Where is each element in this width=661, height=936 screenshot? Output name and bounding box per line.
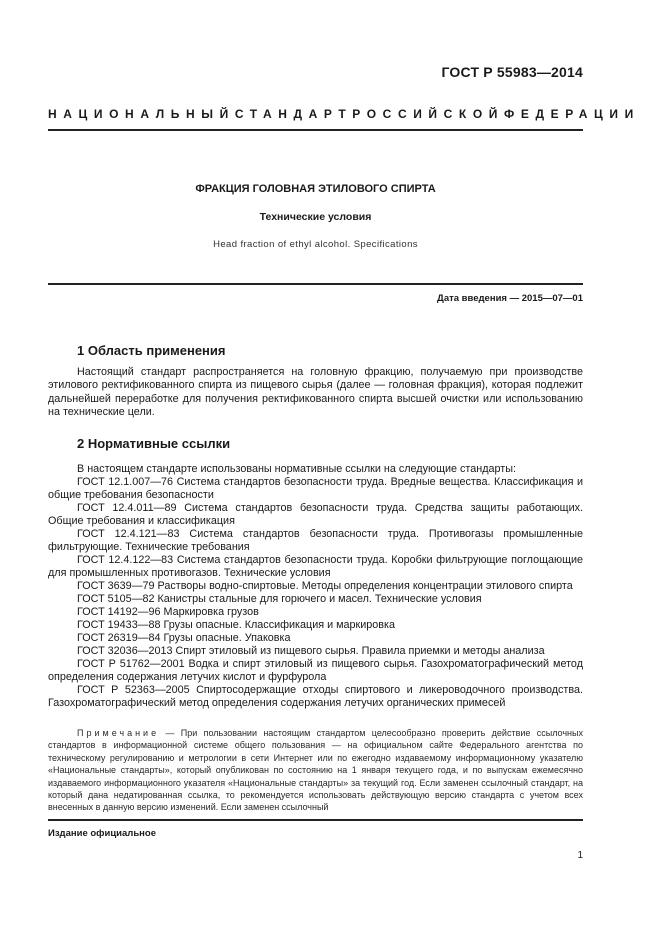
reference-item: ГОСТ 32036—2013 Спирт этиловый из пищевого сырья. Правила приемки и методы анализа bbox=[77, 645, 545, 657]
document-title: ФРАКЦИЯ ГОЛОВНАЯ ЭТИЛОВОГО СПИРТА bbox=[195, 183, 436, 195]
reference-item: ГОСТ 19433—88 Грузы опасные. Классификация и маркировка bbox=[77, 619, 396, 631]
references-intro: В настоящем стандарте использованы нормативные ссылки на следующие стандарты: bbox=[77, 463, 516, 475]
reference-item: ГОСТ 5105—82 Канистры стальные для горючего и масел. Технические условия bbox=[77, 593, 482, 605]
page-number: 1 bbox=[577, 850, 583, 861]
reference-item: ГОСТ Р 52363—2005 Спиртосодержащие отходы спиртового и ликероводочного производства. Газохроматографический метод определения содержания летучих органических примесей bbox=[48, 684, 583, 709]
document-english-title: Head fraction of ethyl alcohol. Specifications bbox=[213, 239, 418, 250]
national-standard-banner bbox=[48, 107, 640, 121]
footer-rule bbox=[48, 819, 583, 821]
section-1-paragraph: Настоящий стандарт распространяется на головную фракцию, получаемую при производстве этилового ректификованного спирта из пищевого сырья (далее — головная фракция), которая подлежит дальнейшей переработке для получения ректификованного спирта высшей очистки или использованию на технические цели. bbox=[48, 366, 583, 418]
section-1-heading: 1 Область применения bbox=[77, 343, 226, 358]
section-2-heading: 2 Нормативные ссылки bbox=[77, 436, 231, 451]
reference-item: ГОСТ 12.4.122—83 Система стандартов безопасности труда. Коробки фильтрующие поглощающие для промышленных противогазов. Технические условия bbox=[48, 554, 583, 579]
official-edition-label: Издание официальное bbox=[48, 828, 156, 839]
introduction-date: Дата введения — 2015—07—01 bbox=[437, 293, 583, 304]
reference-item: ГОСТ 26319—84 Грузы опасные. Упаковка bbox=[77, 632, 291, 644]
section-1-text bbox=[48, 366, 583, 419]
document-subtitle: Технические условия bbox=[259, 211, 372, 223]
banner-word-1: НАЦИОНАЛЬНЫЙ bbox=[48, 107, 235, 121]
note-label: Примечание bbox=[77, 728, 160, 738]
title-rule bbox=[48, 283, 583, 285]
header-rule bbox=[48, 129, 583, 131]
reference-item: ГОСТ 3639—79 Растворы водно-спиртовые. Методы определения концентрации этилового спирта bbox=[77, 580, 573, 592]
reference-item: ГОСТ 14192—96 Маркировка грузов bbox=[77, 606, 259, 618]
banner-word-3: РОССИЙСКОЙ bbox=[352, 107, 505, 121]
normative-references bbox=[48, 463, 583, 710]
references-note bbox=[48, 727, 583, 814]
reference-item: ГОСТ 12.1.007—76 Система стандартов безопасности труда. Вредные вещества. Классификация и общие требования безопасности bbox=[48, 476, 583, 501]
reference-item: ГОСТ 12.4.121—83 Система стандартов безопасности труда. Противогазы промышленные фильтрующие. Технические требования bbox=[48, 528, 583, 553]
banner-word-2: СТАНДАРТ bbox=[234, 107, 353, 121]
banner-word-4: ФЕДЕРАЦИИ bbox=[504, 107, 640, 121]
reference-item: ГОСТ Р 51762—2001 Водка и спирт этиловый из пищевого сырья. Газохроматографический метод определения содержания летучих кислот и фурфурола bbox=[48, 658, 583, 683]
document-code: ГОСТ Р 55983—2014 bbox=[441, 64, 583, 80]
reference-item: ГОСТ 12.4.011—89 Система стандартов безопасности труда. Средства защиты работающих. Общие требования и классификация bbox=[48, 502, 583, 527]
note-text: — При пользовании настоящим стандартом целесообразно проверить действие ссылочных стандартов в информационной системе общего пользования — на официальном сайте Федерального агентства по техническому регулированию и метрологии в сети Интернет или по ежегодно издаваемому информационному указателю «Национальные стандарты», который опубликован по состоянию на 1 января текущего года, и по выпускам ежемесячно издаваемого информационного указателя «Национальные стандарты» за текущий год. Если заменен ссылочный стандарт, на который дана недатированная ссылка, то рекомендуется использовать действующую версию стандарта с учетом всех внесенных в данную версию изменений. Если заменен ссылочный bbox=[48, 728, 583, 813]
